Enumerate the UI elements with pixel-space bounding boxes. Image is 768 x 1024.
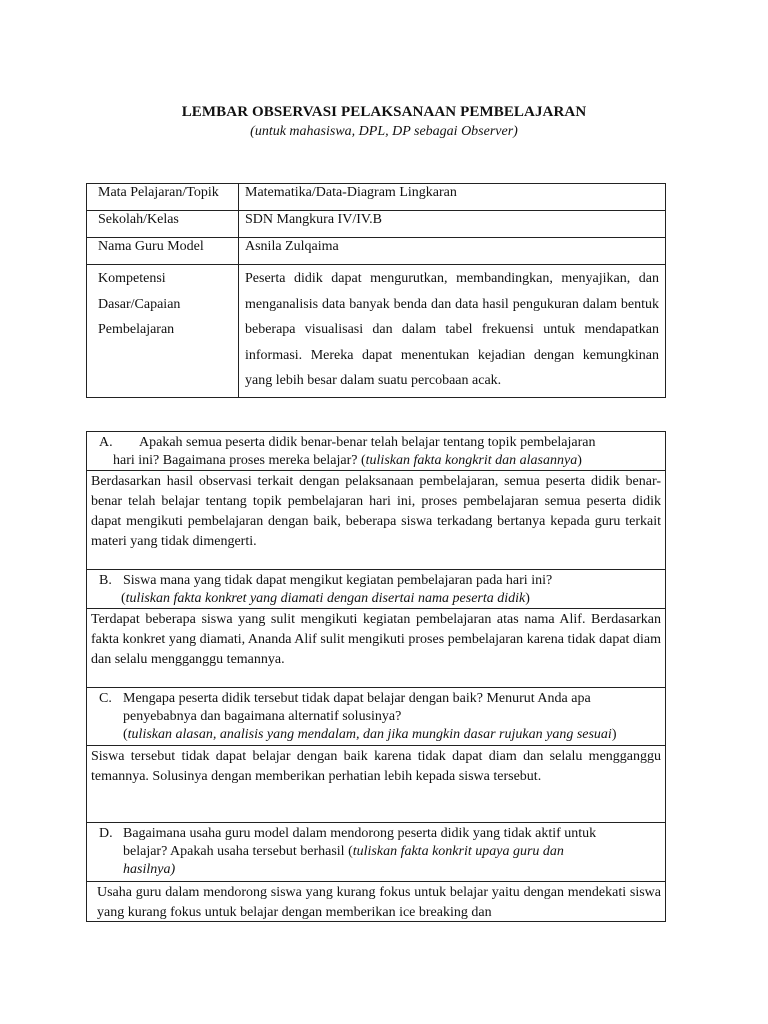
question-b-line1: Siswa mana yang tidak dapat mengikut kegiatan pembelajaran pada hari ini? xyxy=(123,573,553,588)
kompetensi-label-line: Kompetensi xyxy=(98,271,166,286)
question-a-line2: hari ini? Bagaimana proses mereka belajar? (tuliskan fakta kongkrit dan alasannya) xyxy=(113,453,582,468)
info-label-teacher: Nama Guru Model xyxy=(87,238,239,265)
question-a-box xyxy=(86,431,666,570)
question-b-letter: B. xyxy=(99,573,112,588)
kompetensi-label-line: Pembelajaran xyxy=(98,322,175,337)
question-c xyxy=(87,688,665,746)
info-value-subject: Matematika/Data-Diagram Lingkaran xyxy=(239,184,666,211)
question-d xyxy=(87,823,665,882)
info-value-school: SDN Mangkura IV/IV.B xyxy=(239,211,666,238)
question-b xyxy=(87,570,665,609)
info-row xyxy=(87,238,666,265)
answer-c: Siswa tersebut tidak dapat belajar dengan baik karena tidak dapat diam dan selalu mengganggu temannya. Solusinya dengan memberikan perhatian lebih kepada siswa tersebut. xyxy=(91,749,661,784)
info-row xyxy=(87,184,666,211)
answer-a: Berdasarkan hasil observasi terkait dengan pelaksanaan pembelajaran, semua peserta didik benar-benar telah belajar tentang topik pembelajaran hari ini, proses pembelajaran semua peserta didik dapat mengikuti pembelajaran dengan baik, beberapa siswa terkadang bertanya kepada guru terkait materi yang tidak dimengerti. xyxy=(91,474,661,549)
info-label-school: Sekolah/Kelas xyxy=(87,211,239,238)
info-row xyxy=(87,211,666,238)
info-label-subject: Mata Pelajaran/Topik xyxy=(87,184,239,211)
info-value-teacher: Asnila Zulqaima xyxy=(239,238,666,265)
info-table xyxy=(86,183,666,398)
question-c-box xyxy=(86,687,666,823)
info-row-kompetensi xyxy=(87,265,666,398)
question-d-line3: hasilnya) xyxy=(123,862,176,877)
question-d-line1: Bagaimana usaha guru model dalam mendorong peserta didik yang tidak aktif untuk xyxy=(123,826,597,841)
page-subtitle: (untuk mahasiswa, DPL, DP sebagai Observer) xyxy=(250,124,518,139)
answer-d: Usaha guru dalam mendorong siswa yang kurang fokus untuk belajar yaitu dengan mendekati siswa yang kurang fokus untuk belajar dengan memberikan ice breaking dan xyxy=(97,885,661,920)
page-title: LEMBAR OBSERVASI PELAKSANAAN PEMBELAJARAN xyxy=(181,104,587,120)
question-a-line1: Apakah semua peserta didik benar-benar telah belajar tentang topik pembelajaran xyxy=(139,435,596,450)
question-c-line3: (tuliskan alasan, analisis yang mendalam, dan jika mungkin dasar rujukan yang sesuai) xyxy=(123,727,617,742)
kompetensi-label-line: Dasar/Capaian xyxy=(98,296,181,312)
question-b-box xyxy=(86,569,666,688)
question-b-line2: (tuliskan fakta konkret yang diamati dengan disertai nama peserta didik) xyxy=(121,591,530,606)
info-value-kompetensi: Peserta didik dapat mengurutkan, membandingkan, menyajikan, dan menganalisis data banyak benda dan data hasil pengukuran dalam bentuk beberapa visualisasi dan dalam tabel frekuensi untuk mendapatkan informasi. Mereka dapat menentukan kejadian dengan kemungkinan yang lebih besar dalam suatu percobaan acak. xyxy=(239,265,666,398)
question-c-line1: Mengapa peserta didik tersebut tidak dapat belajar dengan baik? Menurut Anda apa xyxy=(123,691,591,706)
question-d-letter: D. xyxy=(99,826,113,841)
answer-b: Terdapat beberapa siswa yang sulit mengikuti kegiatan pembelajaran atas nama Alif. Berdasarkan fakta konkret yang diamati, Ananda Alif sulit mengikuti proses pembelajaran karena tidak dapat diam dan selalu mengganggu temannya. xyxy=(91,612,661,667)
question-d-line2: belajar? Apakah usaha tersebut berhasil (tuliskan fakta konkrit upaya guru dan xyxy=(123,844,564,859)
question-a-letter: A. xyxy=(99,435,113,450)
question-a xyxy=(87,432,665,471)
info-label-kompetensi xyxy=(87,265,239,398)
question-c-line2: penyebabnya dan bagaimana alternatif solusinya? xyxy=(123,709,402,724)
question-c-letter: C. xyxy=(99,691,112,706)
question-d-box xyxy=(86,822,666,922)
